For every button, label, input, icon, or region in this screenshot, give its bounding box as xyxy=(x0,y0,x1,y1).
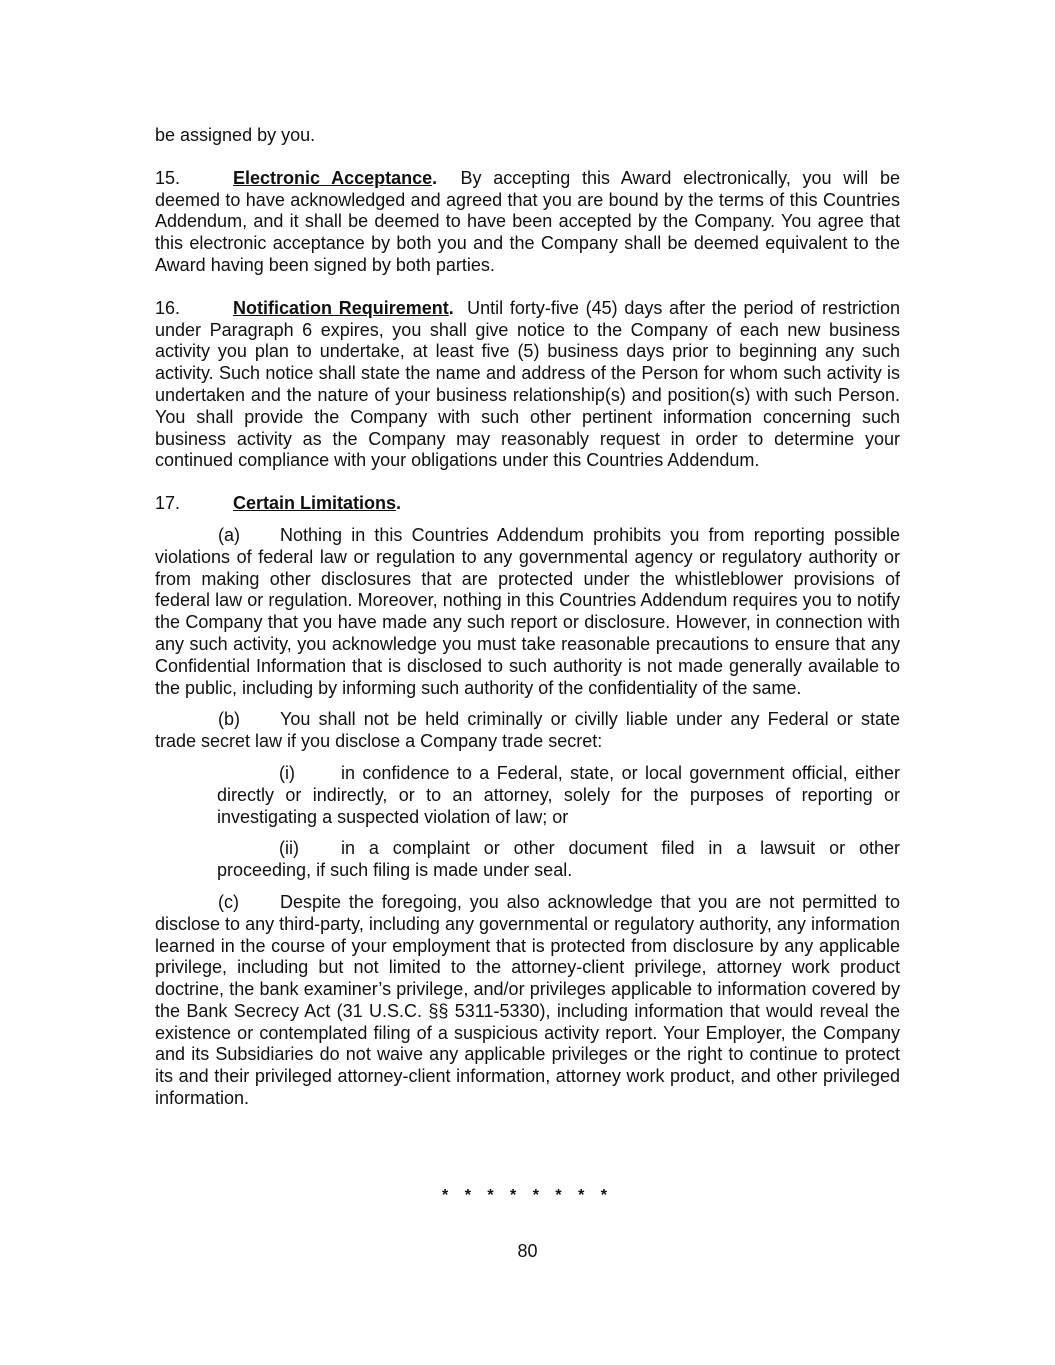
subsection-label: (b) xyxy=(218,709,240,730)
section-15: 15. Electronic Acceptance. By accepting this Award electronically, you will be deemed to have acknowledged and agreed that you are bound by the terms of this Countries Addendum, and it shall be deemed to have been accepted by the Company. You agree that this electronic acceptance by both you and the Company shall be deemed equivalent to the Award having been signed by both parties. xyxy=(155,167,900,275)
section-heading: Notification Requirement xyxy=(233,297,449,318)
clause-label: (i) xyxy=(279,762,295,783)
continuation-text: be assigned by you. xyxy=(155,125,316,145)
subsection-b xyxy=(155,709,900,753)
clause-text: in a complaint or other document filed in a lawsuit or other proceeding, if such filing is made under seal. xyxy=(217,838,900,881)
clause-i xyxy=(217,763,900,828)
document-body xyxy=(155,125,900,1120)
section-number: 15. xyxy=(155,167,181,188)
subsection-c xyxy=(155,892,900,1110)
section-text: Until forty-five (45) days after the period of restriction under Paragraph 6 expires, you shall give notice to the Company of each new business activity you plan to undertake, at least five (5) business days prior to beginning any such activity. Such notice shall state the name and address of the Person for whom such activity is undertaken and the nature of your business relationship(s) and position(s) with such Person. You shall provide the Company with such other pertinent information concerning such business activity as the Company may reasonably request in order to determine your continued compliance with your obligations under this Countries Addendum. xyxy=(155,297,900,471)
section-16: 16. Notification Requirement. Until forty-five (45) days after the period of restriction under Paragraph 6 expires, you shall give notice to the Company of each new business activity you plan to undertake, at least five (5) business days prior to beginning any such activity. Such notice shall state the name and address of the Person for whom such activity is undertaken and the nature of your business relationship(s) and position(s) with such Person. You shall provide the Company with such other pertinent information concerning such business activity as the Company may reasonably request in order to determine your continued compliance with your obligations under this Countries Addendum. xyxy=(155,297,900,471)
section-heading: Certain Limitations xyxy=(233,493,397,514)
clause-label: (ii) xyxy=(279,838,299,859)
subsection-text: Despite the foregoing, you also acknowledge that you are not permitted to disclose to any third-party, including any governmental or regulatory authority, any information learned in the course of your employment that is protected from disclosure by any applicable privilege, including but not limited to the attorney-client privilege, attorney work product doctrine, the bank examiner’s privilege, and/or privileges applicable to information covered by the Bank Secrecy Act (31 U.S.C. §§ 5311-5330), including information that would reveal the existence or contemplated filing of a suspicious activity report. Your Employer, the Company and its Subsidiaries do not waive any applicable privileges or the right to continue to protect its and their privileged attorney-client information, attorney work product, and other privileged information. xyxy=(155,891,900,1109)
subsection-label: (a) xyxy=(218,524,240,545)
section-17-heading: 17. Certain Limitations. xyxy=(155,493,402,514)
section-heading: Electronic Acceptance xyxy=(233,167,433,188)
end-of-section-marker: * * * * * * * * xyxy=(442,1187,613,1204)
subsection-text: You shall not be held criminally or civilly liable under any Federal or state trade secret law if you disclose a Company trade secret: xyxy=(155,709,900,752)
page-number: 80 xyxy=(517,1241,538,1261)
section-number: 17. xyxy=(155,493,181,514)
subsection-a xyxy=(155,525,900,699)
clause-ii xyxy=(217,838,900,882)
section-text: By accepting this Award electronically, you will be deemed to have acknowledged and agreed that you are bound by the terms of this Countries Addendum, and it shall be deemed to have been accepted by the Company. You agree that this electronic acceptance by both you and the Company shall be deemed equivalent to the Award having been signed by both parties. xyxy=(155,167,900,275)
subsection-text: Nothing in this Countries Addendum prohibits you from reporting possible violations of federal law or regulation to any governmental agency or regulatory authority or from making other disclosures that are protected under the whistleblower provisions of federal law or regulation. Moreover, nothing in this Countries Addendum requires you to notify the Company that you have made any such report or disclosure. However, in connection with any such activity, you acknowledge you must take reasonable precautions to ensure that any Confidential Information that is disclosed to such authority is not made generally available to the public, including by informing such authority of the confidentiality of the same. xyxy=(155,524,900,698)
clause-text: in confidence to a Federal, state, or local government official, either directly or indirectly, or to an attorney, solely for the purposes of reporting or investigating a suspected violation of law; or xyxy=(217,762,900,827)
subsection-label: (c) xyxy=(218,891,239,912)
section-number: 16. xyxy=(155,297,181,318)
